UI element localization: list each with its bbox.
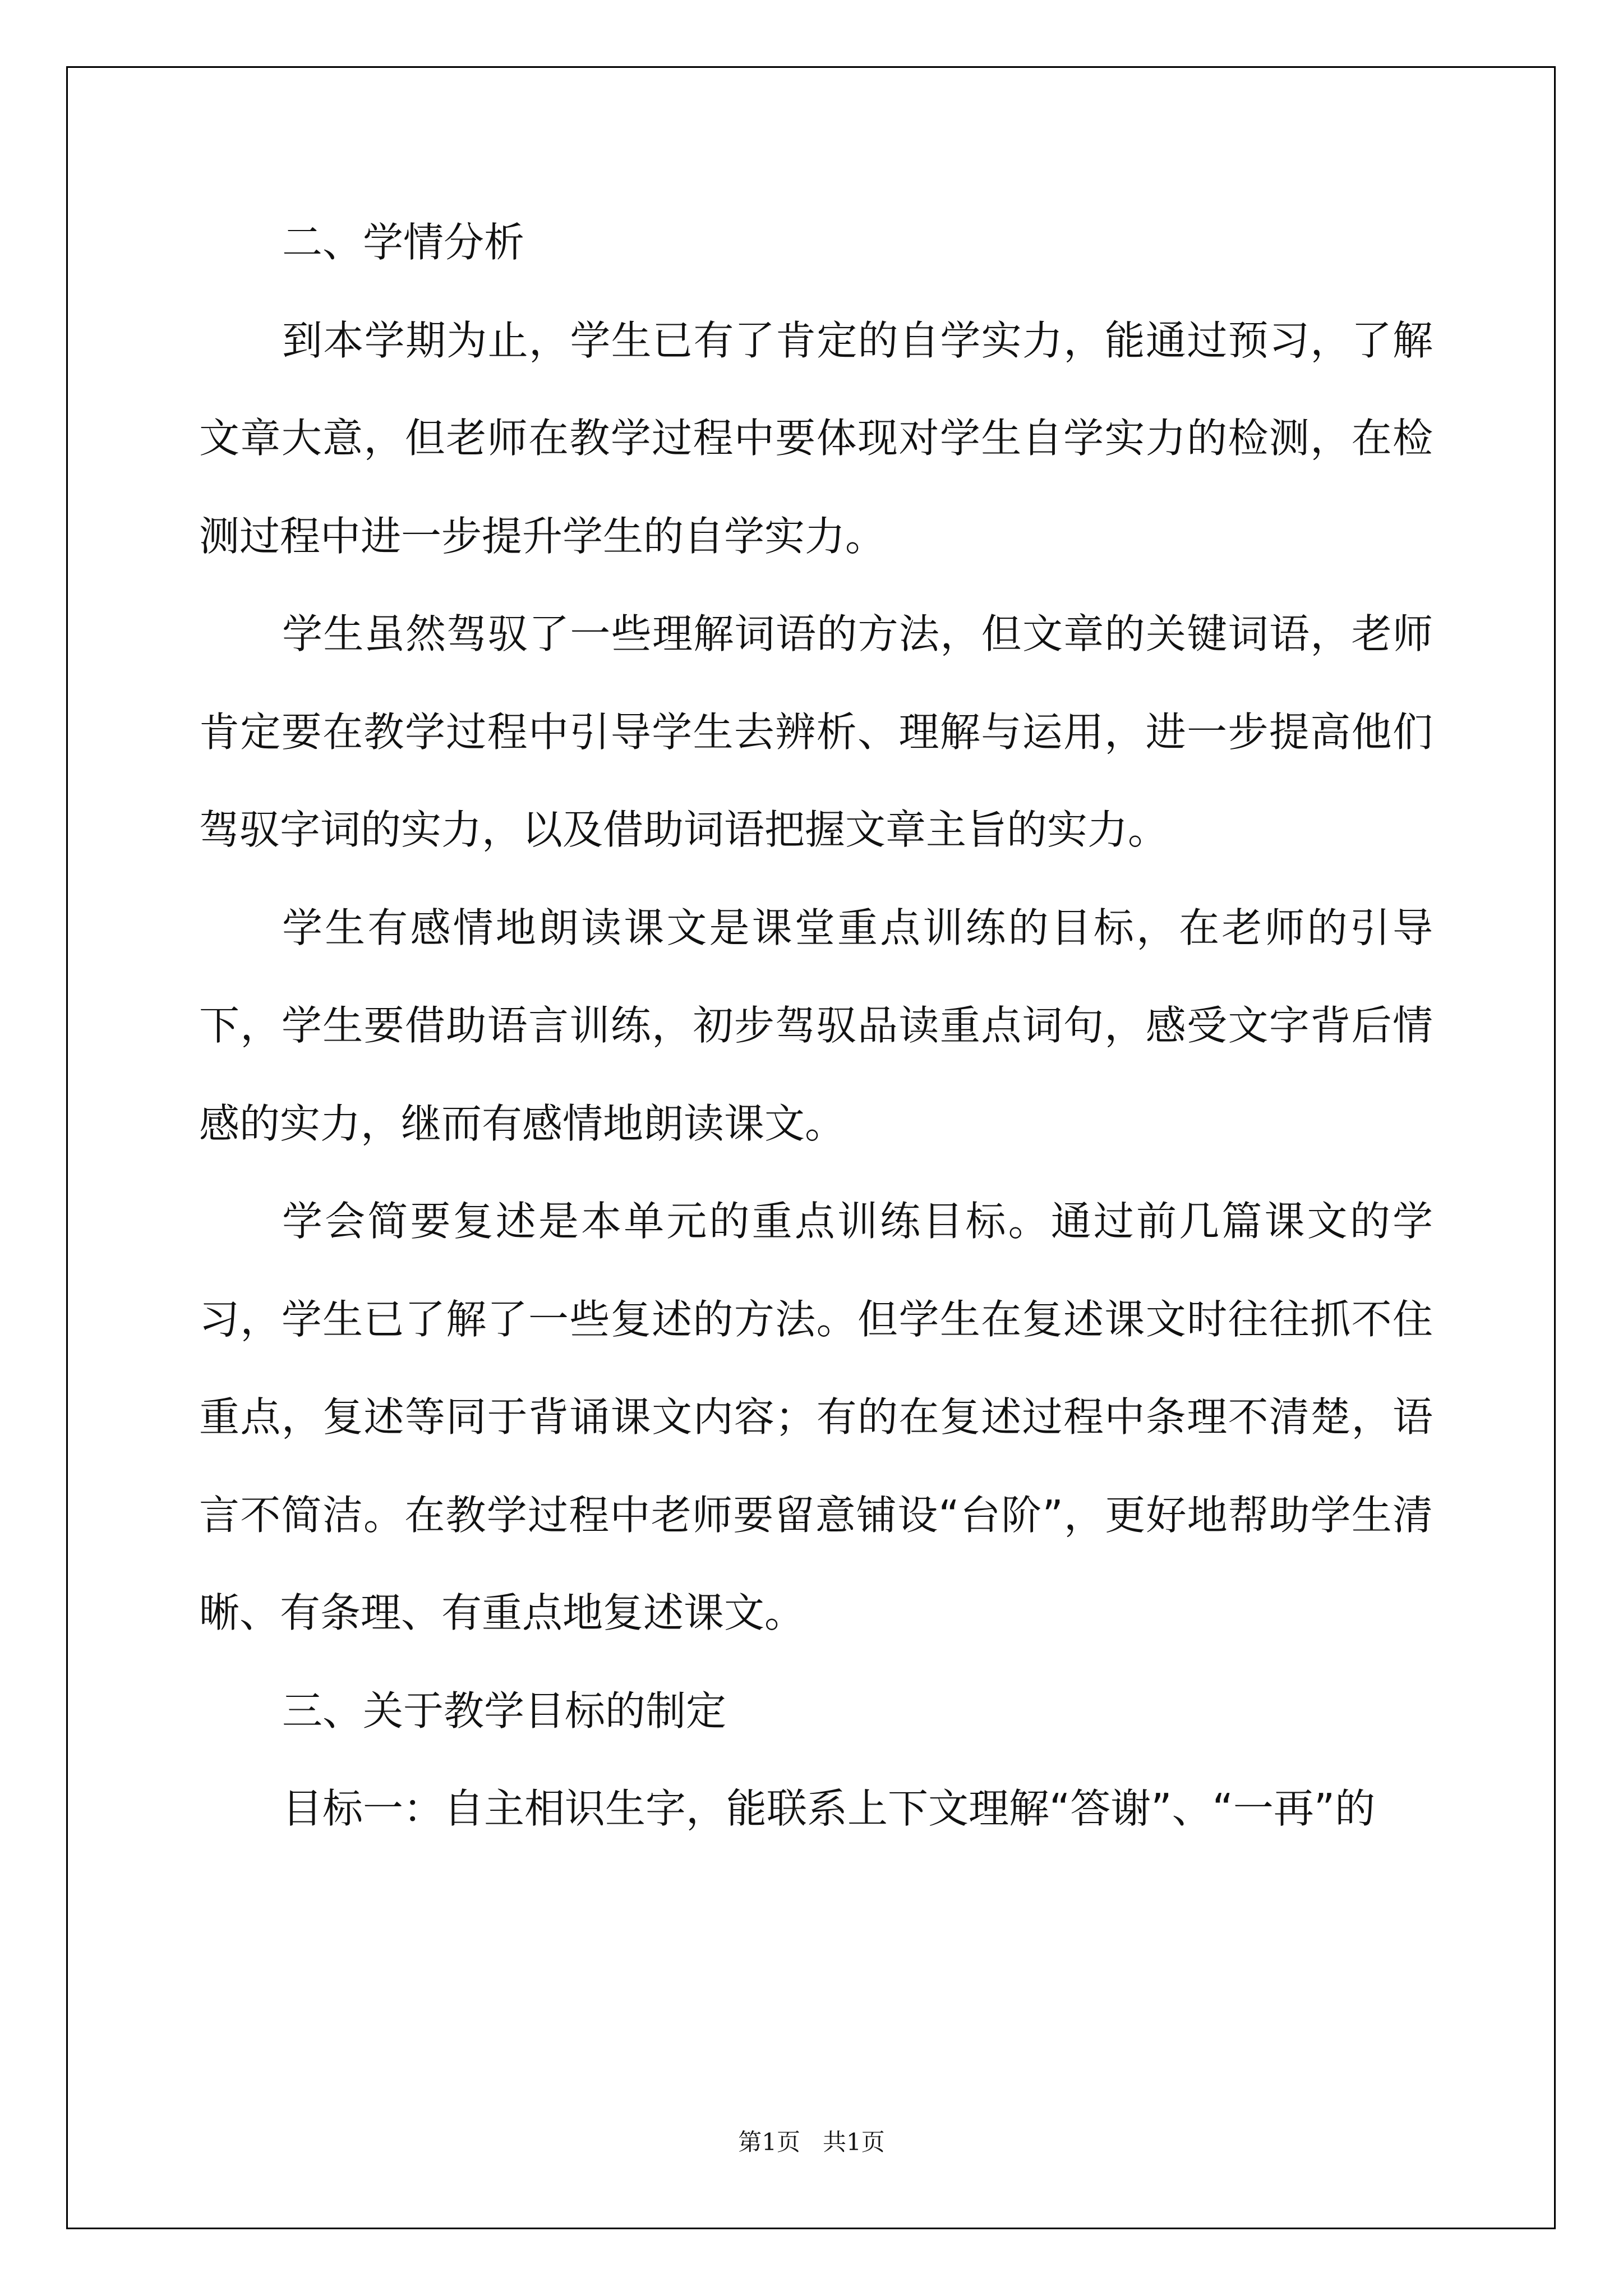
section-heading-teaching-goals: 三、关于教学目标的制定 — [282, 1687, 727, 1734]
paragraph-vocabulary: 学生虽然驾驭了一些理解词语的方法，但文章的关键词语，老师肯定要在教学过程中引导学生去辨析、理解与运用，进一步提高他们驾驭字词的实力，以及借助词语把握文章主旨的实力。 — [199, 610, 1433, 853]
paragraph-reading-aloud: 学生有感情地朗读课文是课堂重点训练的目标，在老师的引导下，学生要借助语言训练，初步驾驭品读重点词句，感受文字背后情感的实力，继而有感情地朗读课文。 — [199, 904, 1433, 1147]
paragraph-self-study: 到本学期为止，学生已有了肯定的自学实力，能通过预习，了解文章大意，但老师在教学过程中要体现对学生自学实力的检测，在检测过程中进一步提升学生的自学实力。 — [199, 316, 1433, 560]
page-number-footer: 第1页 共1页 — [738, 2128, 885, 2156]
document-body — [199, 194, 1433, 1858]
paragraph-retelling: 学会简要复述是本单元的重点训练目标。通过前几篇课文的学习，学生已了解了一些复述的方法。但学生在复述课文时往往抓不住重点，复述等同于背诵课文内容；有的在复述过程中条理不清楚，语言不简洁。在教学过程中老师要留意铺设“台阶”，更好地帮助学生清晰、有条理、有重点地复述课文。 — [199, 1198, 1433, 1636]
section-heading-learning-analysis: 二、学情分析 — [282, 219, 525, 266]
paragraph-goal-one: 目标一：自主相识生字，能联系上下文理解“答谢”、“一再”的 — [282, 1785, 1376, 1832]
